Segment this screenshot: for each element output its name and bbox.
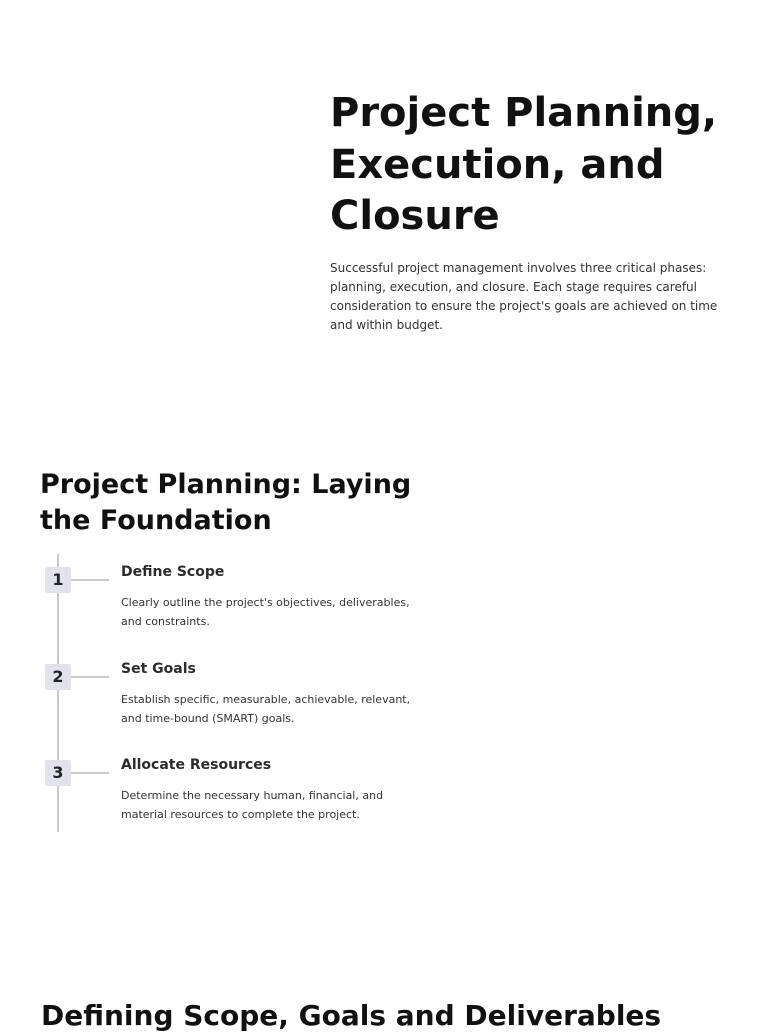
step-title: Allocate Resources xyxy=(121,757,272,773)
step-title: Define Scope xyxy=(121,564,225,580)
step-description: Establish specific, measurable, achievable, relevant, and time-bound (SMART) goals. xyxy=(121,693,411,725)
step-description: Clearly outline the project's objectives, deliverables, and constraints. xyxy=(121,596,410,628)
step-connector xyxy=(71,579,109,581)
step-number-badge: 3 xyxy=(45,760,71,786)
intro-paragraph: Successful project management involves three critical phases: planning, execution, and closure. Each stage requires careful consideration to ensure the project's goals are achieved on time and within budget. xyxy=(330,261,718,332)
timeline-step-define-scope xyxy=(0,564,768,647)
step-title: Set Goals xyxy=(121,661,196,677)
section-title-scope: Defining Scope, Goals and Deliverables xyxy=(41,999,662,1032)
section-title-planning: Project Planning: Laying the Foundation xyxy=(40,469,412,536)
step-number-badge: 1 xyxy=(45,567,71,593)
step-connector xyxy=(71,676,109,678)
timeline-step-set-goals xyxy=(0,661,768,744)
step-connector xyxy=(71,772,109,774)
timeline-step-allocate-resources xyxy=(0,757,768,840)
step-number-badge: 2 xyxy=(45,664,71,690)
step-description: Determine the necessary human, financial, and material resources to complete the project. xyxy=(121,789,384,821)
page-title: Project Planning, Execution, and Closure xyxy=(330,90,718,239)
